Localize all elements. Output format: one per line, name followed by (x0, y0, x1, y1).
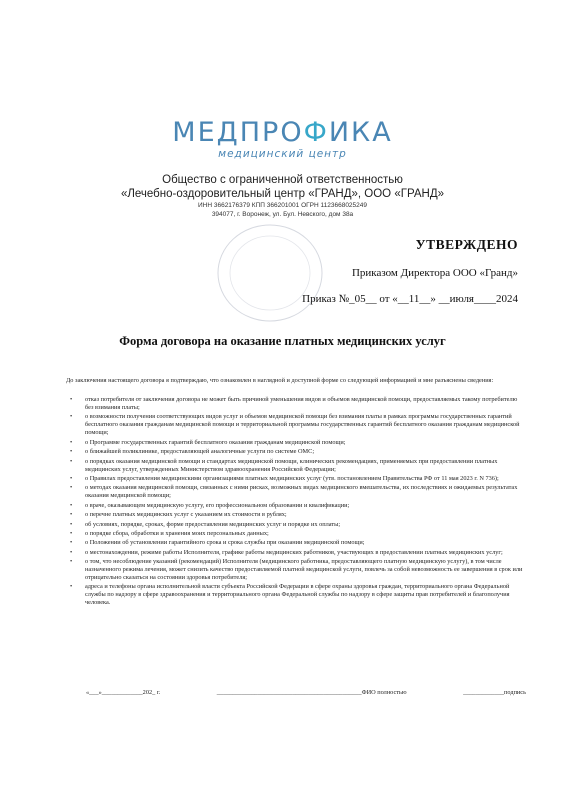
list-item (70, 484, 526, 500)
list-item-text: об условиях, порядке, сроках, форме предоставления медицинских услуг и порядке их оплаты; (85, 520, 341, 528)
signature-line (86, 689, 526, 697)
list-item (70, 475, 526, 483)
bullet-icon: • (70, 396, 73, 403)
list-item (70, 583, 526, 607)
bullet-icon: • (70, 539, 73, 547)
bullet-icon: • (70, 474, 73, 482)
list-item (70, 549, 526, 557)
list-item (70, 439, 526, 447)
bullet-icon: • (70, 413, 73, 421)
list-item-text: отказ потребителя от заключения договора не может быть причиной уменьшения видов и объемов медицинской помощи, предоставляемых такому потребителю без взимания платы; (85, 396, 518, 411)
company-info (0, 173, 565, 219)
list-item-text: о Правилах предоставления медицинскими организациями платных медицинских услуг (утв. постановлением Правительства РФ от 11 мая 2023 г. N 736); (85, 474, 499, 482)
list-item-text: о порядке сбора, обработки и хранения моих персональных данных; (85, 529, 269, 537)
bullet-icon: • (70, 520, 73, 528)
intro-paragraph: До заключения настоящего договора я подтверждаю, что ознакомлен в наглядной и доступной форме со следующей информацией и мне разъяснены сведения: (66, 377, 494, 384)
list-item-text: о враче, оказывающем медицинскую услугу, его профессиональном образовании и квалификации; (85, 501, 350, 509)
list-item-text: о перечне платных медицинских услуг с указанием их стоимости в рублях; (85, 511, 287, 519)
company-address: 394077, г. Воронеж, ул. Бул. Невского, дом 38а (211, 211, 354, 218)
list-item-text: адреса и телефоны органа исполнительной власти субъекта Российской Федерации в сфере охраны здоровья граждан, территориального органа Федеральной службы по надзору в сфере здравоохранения и территориального органа Федеральной службы по надзору в сфере защиты прав потребителей и благополучия человека. (85, 583, 510, 607)
disclosure-list (70, 396, 526, 609)
bullet-icon: • (70, 583, 73, 591)
list-item (70, 413, 526, 437)
list-item (70, 458, 526, 474)
bullet-icon: • (70, 448, 73, 456)
approval-by: Приказом Директора ООО «Гранд» (351, 267, 518, 279)
document-title: Форма договора на оказание платных медицинских услуг (119, 334, 446, 348)
company-logo (0, 118, 565, 160)
company-type: Общество с ограниченной ответственностью (162, 174, 403, 186)
bullet-icon: • (70, 529, 73, 537)
logo-wordmark (0, 118, 565, 148)
logo-word-prefix: МЕДПРО (172, 117, 304, 148)
signature-sign: _____________подпись (463, 689, 526, 696)
logo-word-suffix: ИКА (328, 117, 393, 148)
list-item-text: о Положении об установлении гарантийного срока и срока службы при оказании медицинской помощи; (85, 539, 365, 547)
list-item (70, 558, 526, 582)
logo-subtitle: медицинский центр (218, 148, 347, 160)
bullet-icon: • (70, 558, 73, 566)
approval-block (302, 236, 518, 306)
list-item (70, 511, 526, 519)
signature-name: ______________________________________________ФИО полностью (216, 689, 407, 696)
list-item-text: о том, что несоблюдение указаний (рекомендаций) Исполнителя (медицинского работника, предоставляющего платную медицинскую услугу), в том числе назначенного режима лечения, может снизить качество предоставляемой платной медицинской услуги, повлечь за собой невозможность ее завершения в срок или отрицательно сказаться на состоянии здоровья потребителя; (85, 558, 523, 582)
bullet-icon: • (70, 548, 73, 556)
list-item (70, 448, 526, 456)
company-name: «Лечебно-оздоровительный центр «ГРАНД», ООО «ГРАНД» (120, 188, 445, 200)
bullet-icon: • (70, 501, 73, 509)
list-item (70, 530, 526, 538)
list-item-text: о местонахождении, режиме работы Исполнителя, графике работы медицинских работников, участвующих в предоставлении платных медицинских услуг; (85, 548, 503, 556)
list-item (70, 396, 526, 412)
list-item-text: о порядках оказания медицинской помощи и стандартах медицинской помощи, клинических рекомендациях, применяемых при предоставлении платных медицинских услуг, утвержденных Министерством здравоохранения Российской Федерации; (85, 457, 498, 473)
list-item (70, 539, 526, 547)
list-item-text: о Программе государственных гарантий бесплатного оказания гражданам медицинской помощи; (85, 438, 346, 446)
bullet-icon: • (70, 511, 73, 519)
bullet-icon: • (70, 438, 73, 446)
bullet-icon: • (70, 484, 73, 492)
bullet-icon: • (70, 457, 73, 465)
logo-word-accent: Ф (303, 117, 329, 148)
company-registration: ИНН 3662176379 КПП 366201001 ОГРН 1123668025249 (197, 202, 368, 209)
list-item-text: о возможности получения соответствующих видов услуг и объемов медицинской помощи без взимания платы в рамках программы государственных гарантий бесплатного оказания гражданам медицинской помощи и территориальной программы государственных гарантий бесплатного оказания гражданам медицинской помощи; (85, 413, 520, 437)
list-item (70, 502, 526, 510)
list-item-text: о ближайшей поликлинике, предоставляющей аналогичные услуги по системе ОМС; (85, 448, 315, 456)
signature-date: «___»_____________202_ г. (86, 689, 161, 696)
approval-order: Приказ №_05__ от «__11__» __июля____2024 (302, 293, 518, 305)
approval-title: УТВЕРЖДЕНО (415, 237, 518, 252)
list-item (70, 521, 526, 529)
list-item-text: о методах оказания медицинской помощи, связанных с ними рисках, возможных видах медицинского вмешательства, их последствиях и ожидаемых результатах оказания медицинской помощи; (85, 484, 518, 500)
